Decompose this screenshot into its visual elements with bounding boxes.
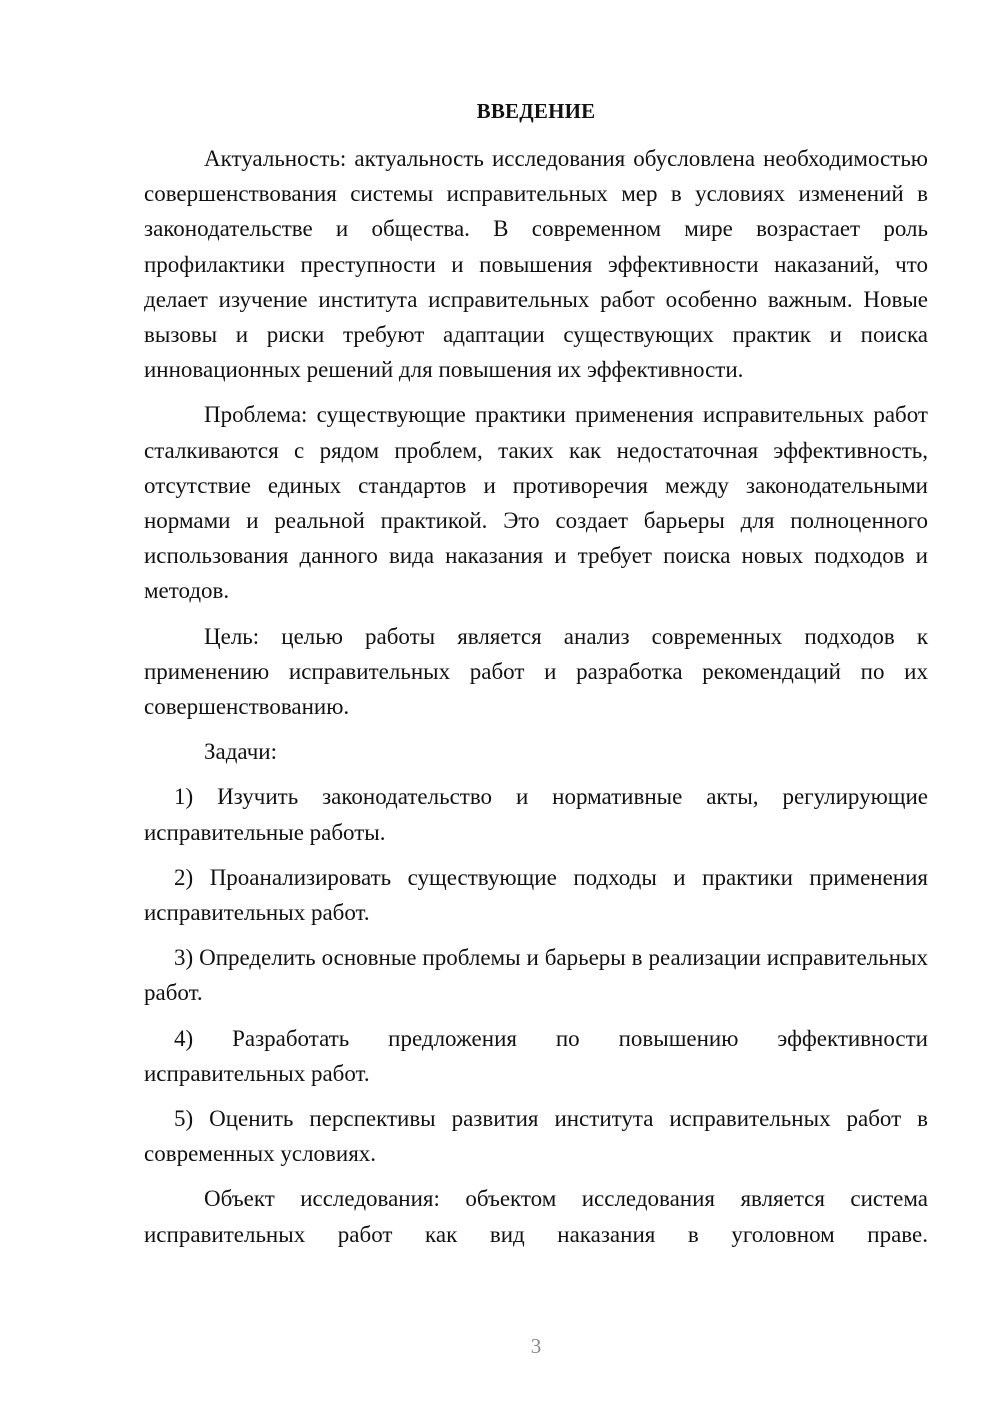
task-item-5: 5) Оценить перспективы развития института исправительных работ в современных условиях.: [144, 1106, 928, 1167]
paragraph-goal: Цель: целью работы является анализ современных подходов к применению исправительных работ и разработка рекомендаций по их совершенствованию.: [144, 623, 928, 720]
paragraph-problem: Проблема: существующие практики применения исправительных работ сталкиваются с рядом проблем, таких как недостаточная эффективность, отсутствие единых стандартов и противоречия между законодательными нормами и реальной практикой. Это создает барьеры для полноценного использования данного вида наказания и требует поиска новых подходов и методов.: [144, 402, 928, 604]
document-body: [144, 141, 928, 1262]
task-item-3: 3) Определить основные проблемы и барьеры в реализации исправительных работ.: [144, 945, 928, 1006]
task-item-4: 4) Разработать предложения по повышению эффективности исправительных работ.: [144, 1025, 928, 1086]
page-title: ВВЕДЕНИЕ: [476, 99, 596, 123]
page-number: 3: [530, 1334, 542, 1358]
paragraph-relevance: Актуальность: актуальность исследования обусловлена необходимостью совершенствования системы исправительных мер в условиях изменений в законодательстве и общества. В современном мире возрастает роль профилактики преступности и повышения эффективности наказаний, что делает изучение института исправительных работ особенно важным. Новые вызовы и риски требуют адаптации существующих практик и поиска инновационных решений для повышения их эффективности.: [144, 146, 928, 383]
tasks-heading: Задачи:: [204, 739, 277, 765]
task-item-2: 2) Проанализировать существующие подходы и практики применения исправительных работ.: [144, 864, 928, 926]
paragraph-object: Объект исследования: объектом исследования является система исправительных работ как вид наказания в уголовном праве.: [144, 1186, 928, 1247]
task-item-1: 1) Изучить законодательство и нормативные акты, регулирующие исправительные работы.: [144, 784, 928, 845]
